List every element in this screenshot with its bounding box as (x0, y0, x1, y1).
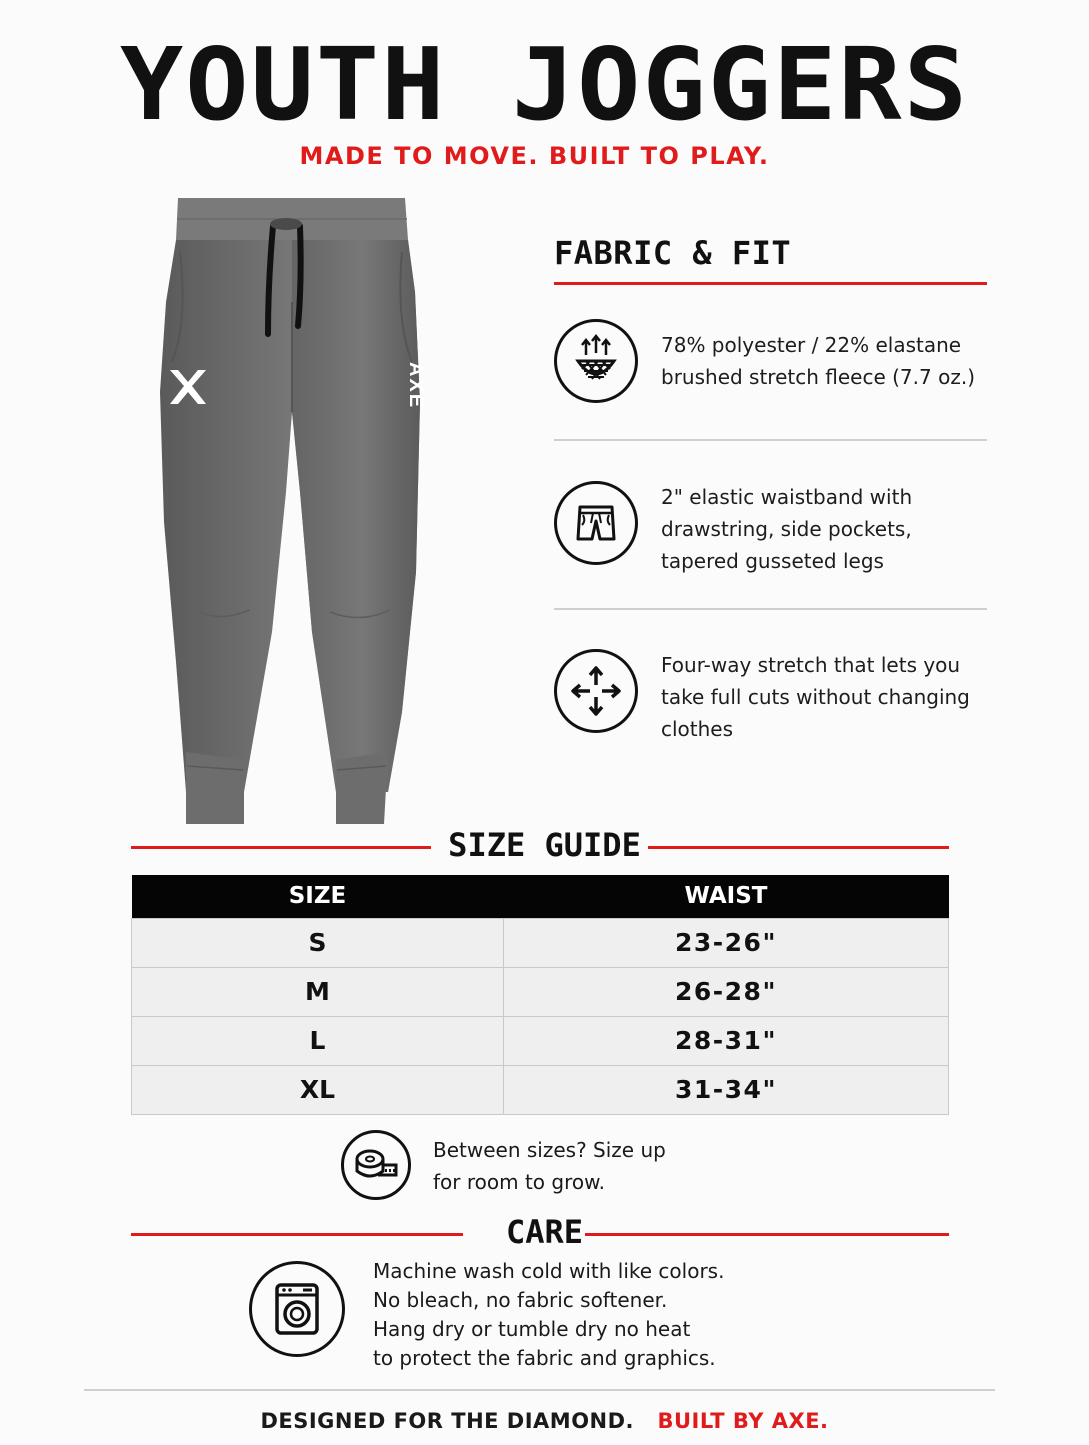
joggers-image (140, 192, 450, 832)
shorts-icon (554, 481, 638, 565)
divider (554, 608, 987, 610)
size-guide-rule-right (648, 846, 949, 849)
footer-tagline-left: DESIGNED FOR THE DIAMOND. (260, 1409, 635, 1433)
table-header-row (132, 875, 949, 918)
care-rule-right (585, 1233, 949, 1236)
footer-divider (84, 1389, 995, 1391)
axe-wordmark: AXE (405, 362, 427, 410)
fabric-fit-heading: FABRIC & FIT (554, 234, 792, 272)
table-row (132, 1016, 949, 1065)
divider (554, 439, 987, 441)
washing-machine-icon (249, 1261, 345, 1357)
waist-cell: 31-34" (504, 1065, 949, 1114)
size-cell: M (132, 967, 504, 1016)
waist-cell: 23-26" (504, 918, 949, 967)
size-tip-text: Between sizes? Size up for room to grow. (433, 1138, 666, 1194)
waist-cell: 26-28" (504, 967, 949, 1016)
feature-text-material: 78% polyester / 22% elastane brushed stretch fleece (7.7 oz.) (661, 333, 975, 389)
feature-text-stretch: Four-way stretch that lets you take full cuts without changing clothes (661, 653, 970, 741)
column-header-size: SIZE (132, 875, 504, 918)
feature-text-construction: 2" elastic waistband with drawstring, side pockets, tapered gusseted legs (661, 485, 913, 573)
page-title: YOUTH JOGGERS (119, 26, 970, 143)
four-way-arrows-icon (554, 649, 638, 733)
page-subtitle: MADE TO MOVE. BUILT TO PLAY. (299, 142, 770, 170)
size-cell: S (132, 918, 504, 967)
size-table (131, 875, 949, 1115)
waist-cell: 28-31" (504, 1016, 949, 1065)
table-row (132, 918, 949, 967)
size-guide-heading: SIZE GUIDE (448, 826, 641, 864)
size-cell: L (132, 1016, 504, 1065)
measuring-tape-icon (341, 1130, 411, 1200)
column-header-waist: WAIST (504, 875, 949, 918)
care-instructions: Machine wash cold with like colors. No bleach, no fabric softener. Hang dry or tumble dry no heat to protect the fabric and graphics. (373, 1259, 725, 1370)
footer-tagline-right: BUILT BY AXE. (657, 1409, 829, 1433)
footer-tagline (0, 1409, 1089, 1433)
size-cell: XL (132, 1065, 504, 1114)
table-row (132, 967, 949, 1016)
table-row (132, 1065, 949, 1114)
breathable-mesh-icon (554, 319, 638, 403)
care-heading: CARE (505, 1213, 584, 1251)
fabric-fit-rule (554, 282, 987, 285)
